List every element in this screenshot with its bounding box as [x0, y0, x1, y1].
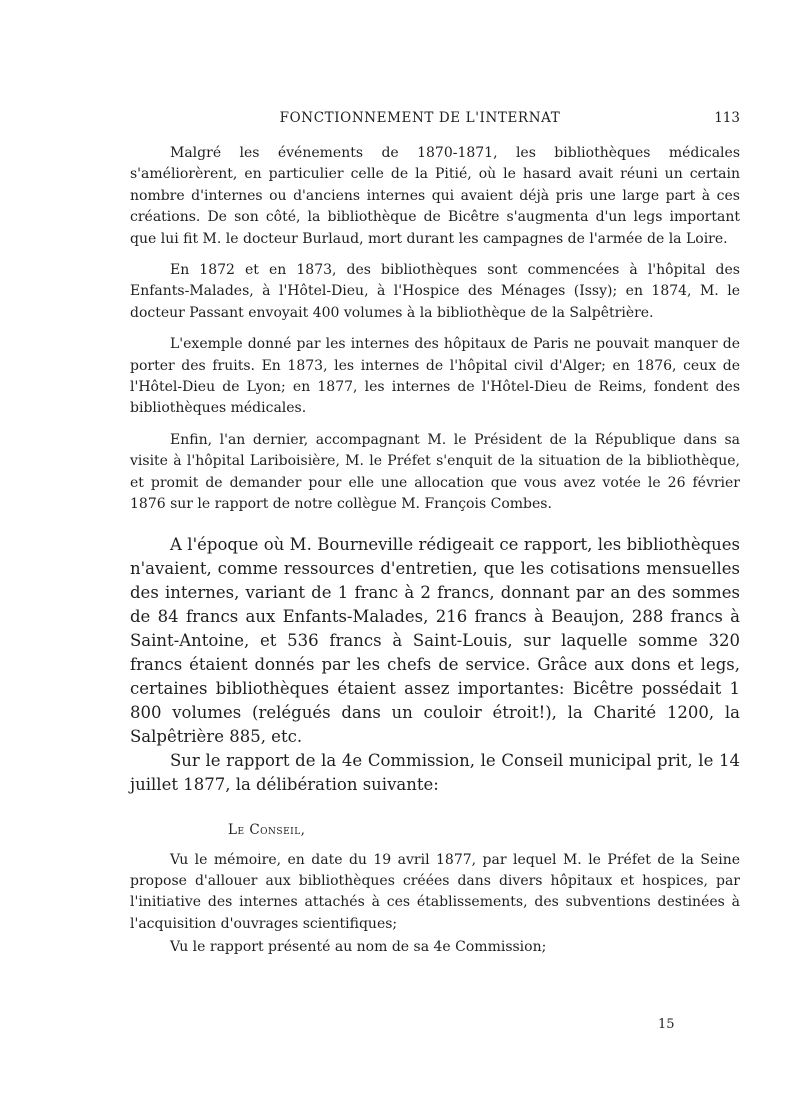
signature-mark: 15: [658, 1017, 675, 1032]
resolution-clause: Vu le mémoire, en date du 19 avril 1877, par lequel M. le Préfet de la Seine propose d'allouer aux bibliothèques créées dans divers hôpitaux et hospices, par l'initiative des internes attachés à ces établissements, des subventions destinées à l'acquisition d'ouvrages scientifiques;: [130, 851, 740, 932]
conseil-heading: Le Conseil,: [228, 821, 306, 838]
paragraph-deliberation: Sur le rapport de la 4e Commission, le Conseil municipal prit, le 14 juillet 1877, la délibération suivante:: [130, 750, 740, 794]
running-header: [130, 110, 740, 130]
paragraph-bourneville: A l'époque où M. Bourneville rédigeait ce rapport, les bibliothèques n'avaient, comme ressources d'entretien, que les cotisations mensuelles des internes, variant de 1 franc à 2 francs, donnant par an des sommes de 84 francs aux Enfants-Malades, 216 francs à Beaujon, 288 francs à Saint-Antoine, et 536 francs à Saint-Louis, sur laquelle somme 320 francs étaient donnés par les chefs de service. Grâce aux dons et legs, certaines bibliothèques étaient assez importantes: Bicêtre possédait 1 800 volumes (relégués dans un couloir étroit!), la Charité 1200, la Salpêtrière 885, etc.: [130, 534, 740, 746]
running-title: FONCTIONNEMENT DE L'INTERNAT: [279, 110, 561, 126]
paragraph-bibliotheques-1870: Malgré les événements de 1870-1871, les bibliothèques médicales s'améliorèrent, en particulier celle de la Pitié, où le hasard avait réuni un certain nombre d'internes ou d'anciens internes qui avaient déjà pris une large part à ces créations. De son côté, la bibliothèque de Bicêtre s'augmenta d'un legs important que lui fit M. le docteur Burlaud, mort durant les campagnes de l'armée de la Loire.: [130, 145, 740, 247]
paragraph-bibliotheques-1872: En 1872 et en 1873, des bibliothèques sont commencées à l'hôpital des Enfants-Malades, à l'Hôtel-Dieu, à l'Hospice des Ménages (Issy); en 1874, M. le docteur Passant envoyait 400 volumes à la bibliothèque de la Salpêtrière.: [130, 262, 740, 321]
page-number: 113: [714, 110, 740, 126]
paragraph-enfin: Enfin, l'an dernier, accompagnant M. le Président de la République dans sa visite à l'hôpital Lariboisière, M. le Préfet s'enquit de la situation de la bibliothèque, et promit de demander pour elle une allocation que vous avez votée le 26 février 1876 sur le rapport de notre collègue M. François Combes.: [130, 431, 740, 513]
paragraph-exemple: L'exemple donné par les internes des hôpitaux de Paris ne pouvait manquer de porter des fruits. En 1873, les internes de l'hôpital civil d'Alger; en 1876, ceux de l'Hôtel-Dieu de Lyon; en 1877, les internes de l'Hôtel-Dieu de Reims, fondent des bibliothèques médicales.: [130, 336, 740, 417]
resolution-clause: Vu le rapport présenté au nom de sa 4e Commission;: [170, 939, 547, 956]
body-text: [130, 143, 740, 961]
